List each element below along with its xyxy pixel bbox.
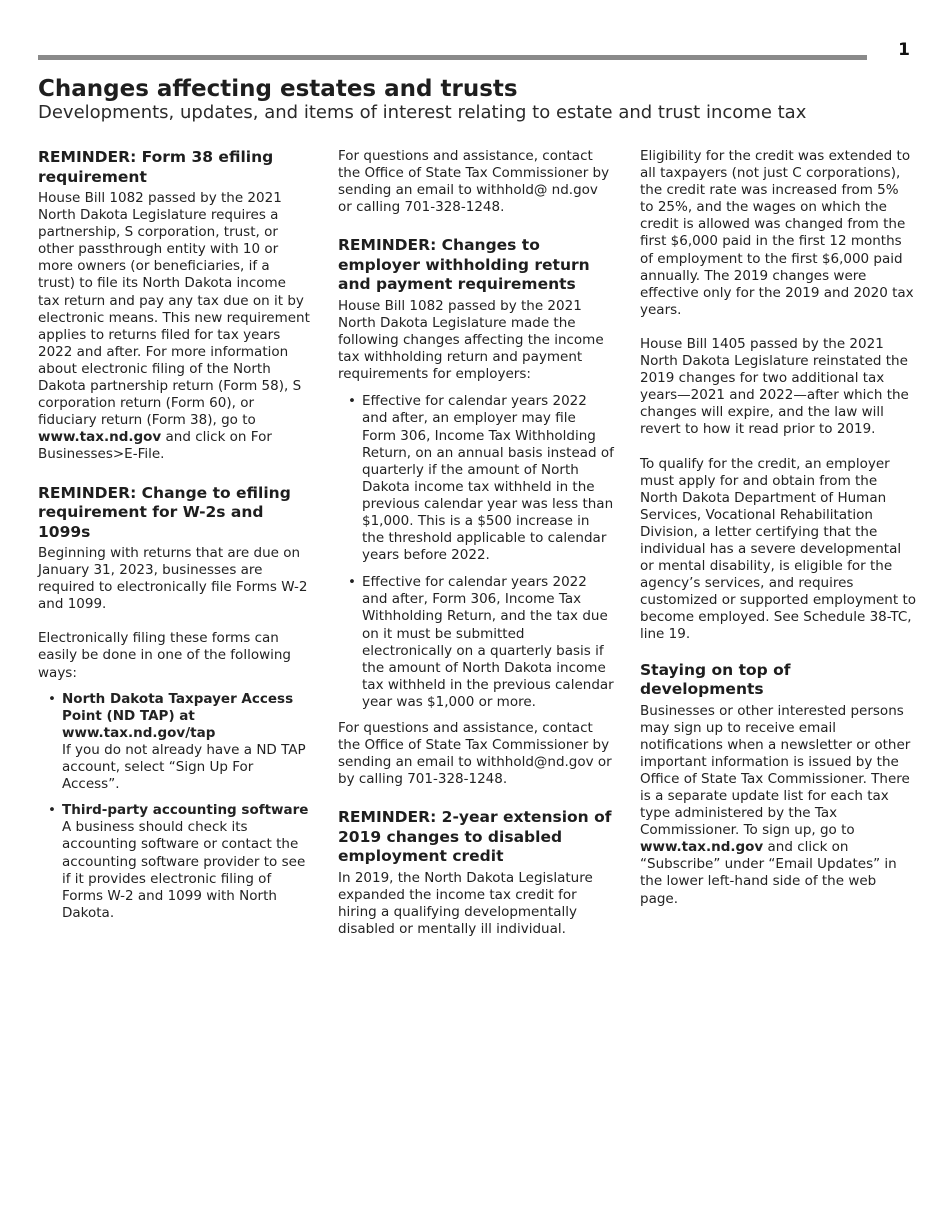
contact-paragraph-2: For questions and assistance, contact the Office of State Tax Commissioner by sending an email to withhold@nd.gov or by calling 701-328-1248.: [338, 720, 612, 788]
disabled-credit-paragraph: In 2019, the North Dakota Legislature expanded the income tax credit for hiring a qualifying developmentally disabled or mentally ill individual.: [338, 869, 593, 938]
column-2: [338, 148, 614, 955]
withholding-changes-list: [338, 393, 614, 711]
w2-efiling-ways-paragraph: Electronically filing these forms can easily be done in one of the following ways:: [38, 630, 291, 681]
staying-on-top-text: Businesses or other interested persons may sign up to receive email notifications when a newsletter or other important information is issued by the Office of State Tax Commissioner. There is a separate update list for each tax type administered by the Tax Commissioner. To sign up, go to: [640, 702, 911, 839]
tax-website-link[interactable]: www.tax.nd.gov: [38, 429, 162, 446]
staying-on-top-tail: and click on “Subscribe” under “Email Updates” in the lower left-hand side of the web page.: [640, 839, 897, 907]
efiling-options-list: [38, 691, 310, 922]
staying-on-top-paragraph: [640, 703, 916, 908]
credit-qualification-paragraph: To qualify for the credit, an employer must apply for and obtain from the North Dakota Department of Human Services, Vocational Rehabilitation Division, a letter certifying that the individual has a severe developmental or mental disability, is eligible for the agency’s services, and requires customized or supported employment to become employed. See Schedule 38-TC, line 19.: [640, 455, 916, 643]
credit-reinstatement-paragraph: House Bill 1405 passed by the 2021 North Dakota Legislature reinstated the 2019 changes for two additional tax years—2021 and 2022—after which the changes will expire, and the law will revert to how it read prior to 2019.: [640, 335, 909, 438]
list-item: • Effective for calendar years 2022 and after, Form 306, Income Tax Withholding Return, and the tax due on it must be submitted electronically on a quarterly basis if the amount of North Dakota income tax withheld in the previous calendar year was $1,000 or more.: [362, 574, 614, 711]
header-rule: [38, 55, 867, 60]
list-item: • Effective for calendar years 2022 and after, an employer may file Form 306, Income Tax Withholding Return, on an annual basis instead of quarterly if the amount of North Dakota income tax withheld in the previous calendar year was less than $1,000. This is a $500 increase in the threshold applicable to calendar years before 2022.: [362, 393, 614, 564]
page-subtitle: Developments, updates, and items of interest relating to estate and trust income tax: [38, 102, 807, 123]
disabled-credit-heading: REMINDER: 2-year extension of 2019 changes to disabled employment credit: [338, 808, 612, 866]
form38-efiling-heading: REMINDER: Form 38 efiling requirement: [38, 148, 274, 186]
form38-efiling-paragraph: [38, 190, 310, 464]
nd-tap-option-title: North Dakota Taxpayer Access Point (ND TAP) at www.tax.nd.gov/tap: [62, 690, 294, 741]
page-number: 1: [898, 40, 910, 60]
credit-eligibility-paragraph: Eligibility for the credit was extended to all taxpayers (not just C corporations), the credit rate was increased from 5% to 25%, and the wages on which the credit is allowed was changed from the first $6,000 paid in the first 12 months of employment to the first $6,000 paid annually. The 2019 changes were effective only for the 2019 and 2020 tax years.: [640, 148, 914, 318]
third-party-option-title: Third-party accounting software: [62, 802, 309, 819]
list-item: [62, 802, 310, 922]
withholding-changes-heading: REMINDER: Changes to employer withholding return and payment requirements: [338, 236, 590, 294]
form38-efiling-tail: and click on For Businesses>E-File.: [38, 429, 272, 463]
staying-on-top-heading: Staying on top of developments: [640, 660, 791, 699]
page-title: Changes affecting estates and trusts: [38, 76, 518, 102]
nd-tap-option-text: If you do not already have a ND TAP account, select “Sign Up For Access”.: [62, 741, 306, 793]
form38-efiling-text: House Bill 1082 passed by the 2021 North Dakota Legislature requires a partnership, S corporation, trust, or other passthrough entity with 10 or more owners (or beneficiaries, if a trust) to file its North Dakota income tax return and pay any tax due on it by electronic means. This new requirement applies to returns filed for tax years 2022 and after. For more information about electronic filing of the North Dakota partnership return (Form 58), S corporation return (Form 60), or fiduciary return (Form 38), go to: [38, 190, 310, 429]
column-1: [38, 148, 310, 939]
w2-efiling-heading: REMINDER: Change to efiling requirement for W-2s and 1099s: [38, 483, 291, 541]
w2-efiling-paragraph: Beginning with returns that are due on January 31, 2023, businesses are required to electronically file Forms W-2 and 1099.: [38, 545, 308, 613]
column-3: [640, 148, 916, 925]
third-party-option-text: A business should check its accounting software or contact the accounting software provider to see if it provides electronic filing of Forms W-2 and 1099 with North Dakota.: [62, 819, 306, 921]
list-item: [62, 691, 310, 794]
contact-paragraph-1: For questions and assistance, contact the Office of State Tax Commissioner by sending an email to withhold@ nd.gov or calling 701-328-1248.: [338, 148, 610, 216]
withholding-changes-paragraph: House Bill 1082 passed by the 2021 North Dakota Legislature made the following changes affecting the income tax withholding return and payment requirements for employers:: [338, 297, 604, 383]
tax-website-link[interactable]: www.tax.nd.gov: [640, 839, 764, 856]
